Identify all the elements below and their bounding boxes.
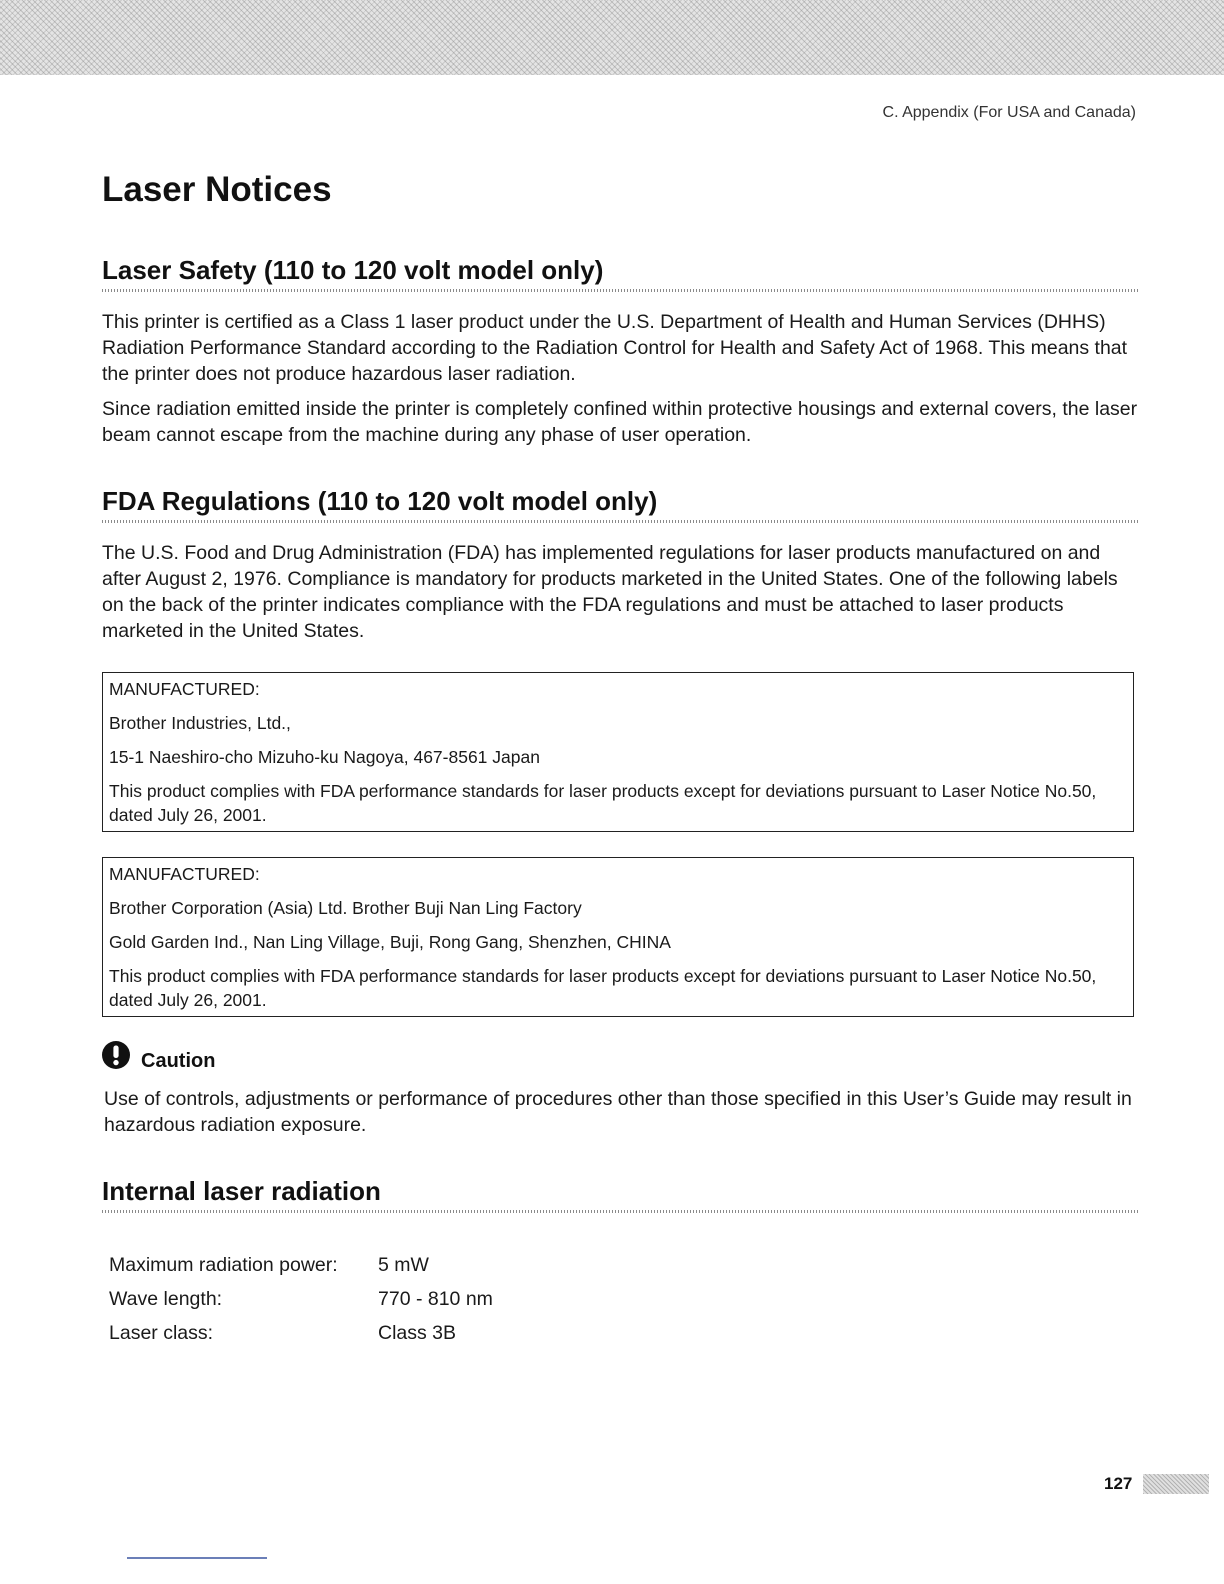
page-title: Laser Notices [102,170,332,209]
spec-label: Maximum radiation power: [109,1254,338,1276]
section-divider [102,520,1138,523]
label-compliance: This product complies with FDA performance standards for laser products except for deviations pursuant to Laser Notice No.50, dated July 26, 2001. [109,966,1097,1010]
spec-label: Wave length: [109,1288,223,1310]
section-divider [102,1210,1138,1213]
footer-rule [127,1557,267,1559]
laser-safety-heading: Laser Safety (110 to 120 volt model only) [102,255,604,285]
laser-safety-paragraph-1: This printer is certified as a Class 1 laser product under the U.S. Department of Health and Human Services (DHHS) Radiation Performance Standard according to the Radiation Control for Health and Safety Act of 1968. This means that the printer does not produce hazardous laser radiation. [102,311,1128,385]
label-address: 15-1 Naeshiro-cho Mizuho-ku Nagoya, 467-8561 Japan [109,747,540,767]
label-compliance: This product complies with FDA performance standards for laser products except for deviations pursuant to Laser Notice No.50, dated July 26, 2001. [109,781,1097,825]
caution-text: Use of controls, adjustments or performance of procedures other than those specified in this User’s Guide may result in hazardous radiation exposure. [104,1088,1132,1136]
page-number-tab-decoration [1143,1474,1209,1494]
spec-label: Laser class: [109,1322,214,1344]
fda-paragraph: The U.S. Food and Drug Administration (FDA) has implemented regulations for laser products manufactured on and after August 2, 1976. Compliance is mandatory for products marketed in the United States. One of the following labels on the back of the printer indicates compliance with the FDA regulations and must be attached to laser products marketed in the United States. [102,542,1118,642]
spec-value: 770 - 810 nm [378,1288,493,1310]
label-heading: MANUFACTURED: [109,864,260,884]
label-company: Brother Industries, Ltd., [109,713,291,733]
header-decorative-band [0,0,1224,75]
label-heading: MANUFACTURED: [109,679,260,699]
page-number: 127 [1104,1474,1133,1493]
section-divider [102,289,1138,292]
fda-label-box-japan [102,672,1134,832]
spec-value: 5 mW [378,1254,429,1276]
caution-title: Caution [141,1050,216,1072]
fda-label-box-china [102,857,1134,1017]
internal-laser-radiation-heading: Internal laser radiation [102,1176,381,1206]
caution-icon [101,1040,131,1070]
laser-safety-paragraph-2: Since radiation emitted inside the printer is completely confined within protective housings and external covers, the laser beam cannot escape from the machine during any phase of user operation. [102,398,1138,446]
label-address: Gold Garden Ind., Nan Ling Village, Buji, Rong Gang, Shenzhen, CHINA [109,932,671,952]
spec-value: Class 3B [378,1322,457,1344]
label-company: Brother Corporation (Asia) Ltd. Brother Buji Nan Ling Factory [109,898,582,918]
fda-regulations-heading: FDA Regulations (110 to 120 volt model only) [102,486,658,516]
running-header: C. Appendix (For USA and Canada) [882,104,1136,121]
